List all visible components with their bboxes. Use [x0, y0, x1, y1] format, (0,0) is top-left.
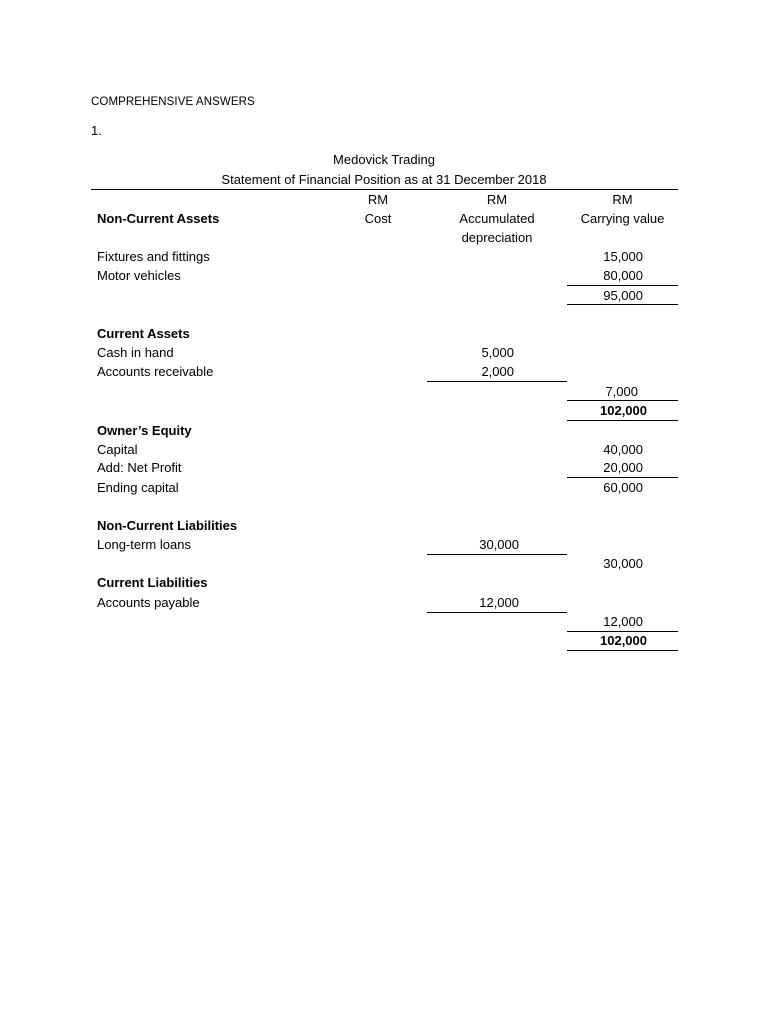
- rule: [567, 420, 678, 421]
- row-label-motor-vehicles: Motor vehicles: [97, 268, 181, 283]
- row-label-cash-in-hand: Cash in hand: [97, 345, 174, 360]
- row-value-accounts-payable: 12,000: [479, 595, 519, 610]
- section-title-non-current-assets: Non-Current Assets: [97, 211, 220, 226]
- section-title-current-liabilities: Current Liabilities: [97, 575, 208, 590]
- row-value-capital: 40,000: [603, 442, 643, 457]
- non-current-assets-total: 95,000: [603, 288, 643, 303]
- row-label-long-term-loans: Long-term loans: [97, 537, 191, 552]
- rule: [427, 381, 567, 382]
- document-heading: COMPREHENSIVE ANSWERS: [91, 96, 255, 108]
- current-assets-total: 7,000: [605, 384, 638, 399]
- title-rule: [91, 189, 678, 190]
- row-value-accounts-receivable: 2,000: [481, 364, 514, 379]
- rule: [567, 400, 678, 401]
- company-name: Medovick Trading: [333, 152, 435, 167]
- question-number: 1.: [91, 123, 102, 138]
- rule: [427, 612, 567, 613]
- rule: [567, 650, 678, 651]
- current-liabilities-total: 12,000: [603, 614, 643, 629]
- cost-header: Cost: [364, 211, 392, 226]
- section-title-owners-equity: Owner’s Equity: [97, 423, 192, 438]
- cv-currency: RM: [612, 192, 633, 207]
- non-current-liabilities-total: 30,000: [603, 556, 643, 571]
- rule: [567, 285, 678, 286]
- row-label-net-profit: Add: Net Profit: [97, 460, 182, 475]
- row-label-ending-capital: Ending capital: [97, 480, 179, 495]
- row-label-capital: Capital: [97, 442, 138, 457]
- rule: [567, 631, 678, 632]
- rule: [567, 304, 678, 305]
- row-value-long-term-loans: 30,000: [479, 537, 519, 552]
- row-value-fixtures: 15,000: [603, 249, 643, 264]
- cv-header: Carrying value: [580, 211, 665, 226]
- dep-currency: RM: [486, 192, 508, 207]
- row-value-net-profit: 20,000: [603, 460, 643, 475]
- row-value-ending-capital: 60,000: [603, 480, 643, 495]
- row-value-cash-in-hand: 5,000: [481, 345, 514, 360]
- row-label-accounts-payable: Accounts payable: [97, 595, 200, 610]
- row-label-fixtures: Fixtures and fittings: [97, 249, 210, 264]
- cost-currency: RM: [367, 192, 389, 207]
- section-title-non-current-liabilities: Non-Current Liabilities: [97, 518, 238, 533]
- dep-header-line1: Accumulated: [459, 211, 535, 226]
- rule: [427, 554, 567, 555]
- dep-header-line2: depreciation: [461, 230, 533, 245]
- section-title-current-assets: Current Assets: [97, 326, 190, 341]
- row-label-accounts-receivable: Accounts receivable: [97, 364, 214, 379]
- row-value-motor-vehicles: 80,000: [603, 268, 643, 283]
- total-equity-liabilities: 102,000: [600, 633, 647, 648]
- rule: [567, 477, 678, 478]
- statement-title: Statement of Financial Position as at 31 December 2018: [221, 172, 547, 187]
- total-assets: 102,000: [600, 403, 647, 418]
